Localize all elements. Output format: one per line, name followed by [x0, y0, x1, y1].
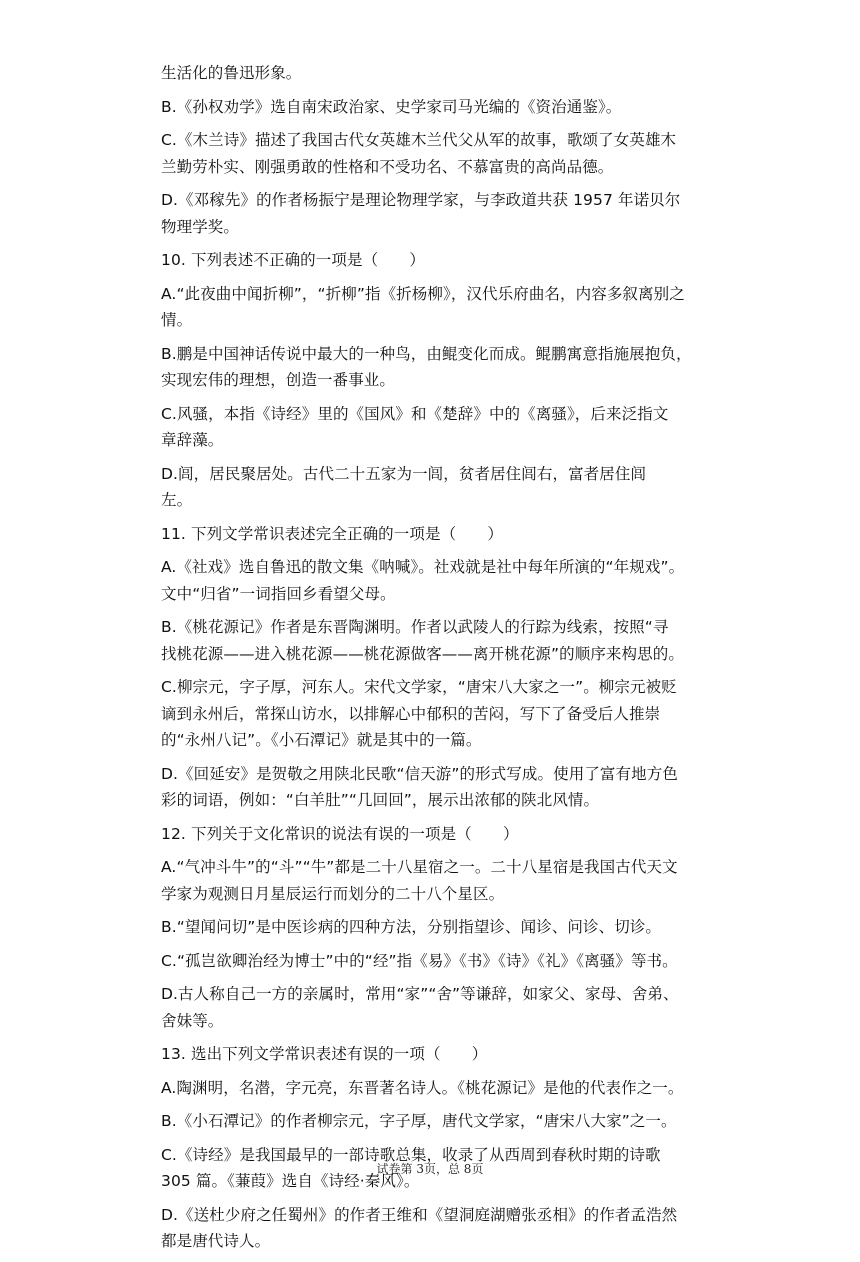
text-line: C.《木兰诗》描述了我国古代女英雄木兰代父从军的故事，歌颂了女英雄木 [161, 131, 677, 149]
text-line: 文中“归省”一词指回乡看望父母。 [161, 584, 396, 603]
text-line: 的“永州八记”。《小石潭记》就是其中的一篇。 [161, 731, 482, 749]
text-line: 舍妹等。 [161, 1011, 224, 1030]
paragraph [161, 461, 731, 514]
text-line: B.《孙权劝学》选自南宋政治家、史学家司马光编的《资治通鉴》。 [161, 97, 622, 116]
paragraph [161, 914, 731, 941]
paragraph [161, 1108, 731, 1135]
text-line: 都是唐代诗人。 [161, 1232, 271, 1250]
paragraph [161, 948, 731, 975]
paragraph [161, 554, 731, 607]
text-line: 305 篇。《蒹葭》选自《诗经·秦风》。 [161, 1172, 420, 1190]
text-line: C.风骚，本指《诗经》里的《国风》和《楚辞》中的《离骚》，后来泛指文 [161, 404, 669, 423]
text-line: D.闾，居民聚居处。古代二十五家为一闾，贫者居住闾右，富者居住闾 [161, 464, 647, 483]
text-line: 生活化的鲁迅形象。 [161, 64, 302, 82]
paragraph [161, 127, 731, 180]
text-line: D.《送杜少府之任蜀州》的作者王维和《望洞庭湖赠张丞相》的作者孟浩然 [161, 1205, 678, 1224]
paragraph [161, 341, 731, 394]
text-line: B.《桃花源记》作者是东晋陶渊明。作者以武陵人的行踪为线索，按照“寻 [161, 618, 669, 636]
text-line: 11. 下列文学常识表述完全正确的一项是（ ） [161, 524, 503, 543]
paragraph [161, 187, 731, 240]
text-line: 学家为观测日月星辰运行而划分的二十八个星区。 [161, 884, 505, 903]
text-line: 物理学奖。 [161, 217, 240, 236]
paragraph [161, 1075, 731, 1102]
text-line: A.《社戏》选自鲁迅的散文集《呐喊》。社戏就是社中每年所演的“年规戏”。 [161, 558, 685, 576]
paragraph [161, 60, 731, 87]
text-line: D.古人称自己一方的亲属时，常用“家”“舍”等谦辞，如家父、家母、舍弟、 [161, 985, 679, 1003]
text-line: B.“望闻问切”是中医诊病的四种方法，分别指望诊、闻诊、问诊、切诊。 [161, 918, 662, 936]
text-line: B.《小石潭记》的作者柳宗元，字子厚，唐代文学家，“唐宋八大家”之一。 [161, 1112, 677, 1130]
text-line: A.“此夜曲中闻折柳”，“折柳”指《折杨柳》，汉代乐府曲名，内容多叙离别之 [161, 284, 685, 303]
text-line: 谪到永州后，常探山访水，以排解心中郁积的苦闷，写下了备受后人推崇 [161, 704, 661, 723]
paragraph [161, 674, 731, 754]
text-line: 左。 [161, 491, 193, 509]
text-line: 情。 [161, 311, 193, 329]
paragraph [161, 981, 731, 1034]
paragraph [161, 854, 731, 907]
paragraph [161, 94, 731, 121]
text-line: C.《诗经》是我国最早的一部诗歌总集，收录了从西周到春秋时期的诗歌 [161, 1145, 661, 1164]
paragraph [161, 281, 731, 334]
text-line: 10. 下列表述不正确的一项是（ ） [161, 251, 425, 269]
paragraph [161, 1041, 731, 1068]
paragraph [161, 247, 731, 274]
text-line: A.陶渊明，名潜，字元亮，东晋著名诗人。《桃花源记》是他的代表作之一。 [161, 1078, 684, 1097]
text-line: 实现宏伟的理想，创造一番事业。 [161, 371, 396, 389]
document-body [161, 60, 731, 1262]
text-line: D.《邓稼先》的作者杨振宁是理论物理学家，与李政道共获 1957 年诺贝尔 [161, 191, 681, 209]
text-line: 找桃花源——进入桃花源——桃花源做客——离开桃花源”的顺序来构思的。 [161, 644, 684, 663]
text-line: 12. 下列关于文化常识的说法有误的一项是（ ） [161, 824, 519, 843]
text-line: D.《回延安》是贺敬之用陕北民歌“信天游”的形式写成。使用了富有地方色 [161, 764, 678, 783]
text-line: 彩的词语，例如：“白羊肚”“几回回”，展示出浓郁的陕北风情。 [161, 791, 600, 809]
text-line: B.鹏是中国神话传说中最大的一种鸟，由鲲变化而成。鲲鹏寓意指施展抱负， [161, 344, 692, 363]
paragraph [161, 401, 731, 454]
paragraph [161, 761, 731, 814]
page-footer: 试卷第 3页，总 8页 [376, 1162, 484, 1176]
paragraph [161, 821, 731, 848]
text-line: A.“气冲斗牛”的“斗”“牛”都是二十八星宿之一。二十八星宿是我国古代天文 [161, 858, 678, 876]
text-line: C.“孤岂欲卿治经为博士”中的“经”指《易》《书》《诗》《礼》《离骚》等书。 [161, 951, 678, 970]
text-line: 章辞藻。 [161, 431, 224, 449]
paragraph [161, 614, 731, 667]
text-line: 兰勤劳朴实、刚强勇敢的性格和不受功名、不慕富贵的高尚品德。 [161, 157, 614, 176]
text-line: C.柳宗元，字子厚，河东人。宋代文学家，“唐宋八大家之一”。柳宗元被贬 [161, 678, 677, 696]
paragraph [161, 521, 731, 548]
text-line: 13. 选出下列文学常识表述有误的一项（ ） [161, 1045, 488, 1063]
paragraph [161, 1202, 731, 1255]
